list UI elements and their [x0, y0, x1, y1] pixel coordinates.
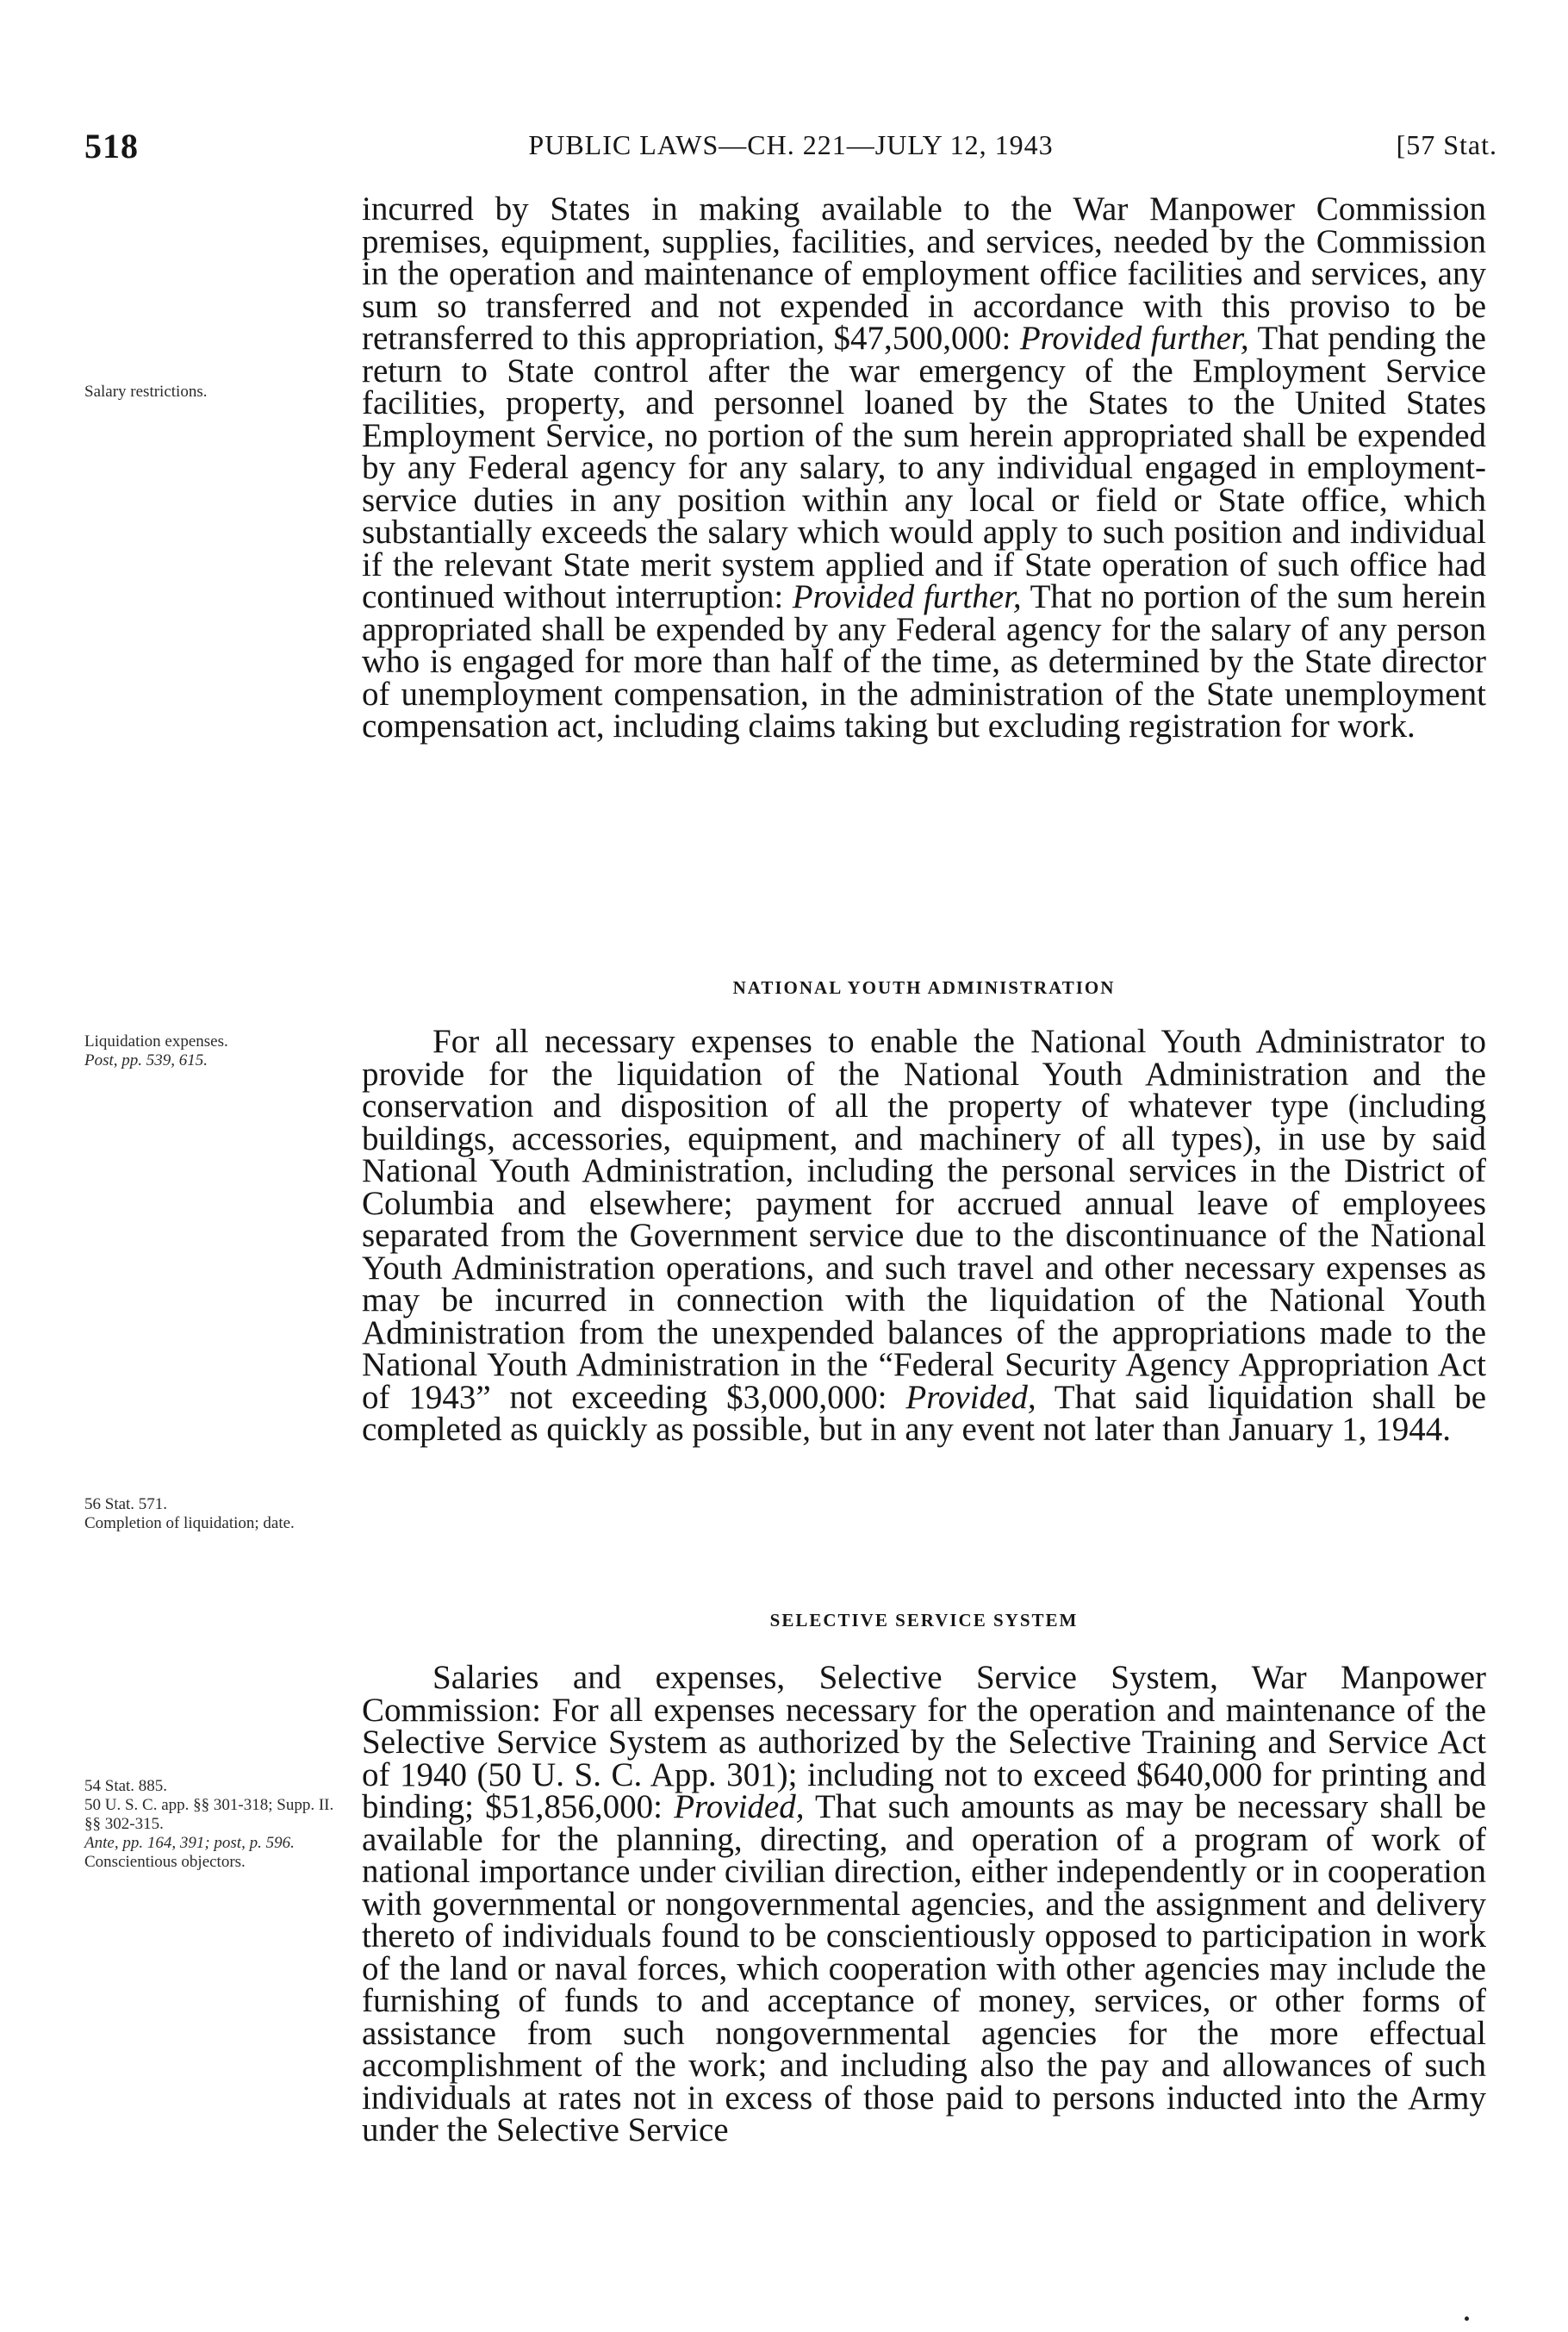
text-run: incurred by States in making available to the War Manpower Commission premises, equipment, supplies, facilities, and services, needed by the Commission in the operation and maintenance of employment office facilities and services, any sum so transferred and not expended in accordance with this proviso to be retransferred to this appropriation, $47,500,000: [362, 190, 1486, 357]
sidenote-completion-of-liquidation [84, 1495, 352, 1533]
sidenote-text: Liquidation expenses. [84, 1032, 228, 1051]
print-speck [1465, 2316, 1469, 2321]
heading-national-youth-administration: NATIONAL YOUTH ADMINISTRATION [732, 977, 1116, 998]
proviso-label: Provided, [674, 1788, 805, 1825]
text-run: For all necessary expenses to enable the National Youth Administrator to provide for the liquidation of the National Youth Administration and the conservation and disposition of all the property of whatever type (including buildings, accessories, equipment, and machinery of all types), in use by said National Youth Administration, including the personal services in the District of Columbia and elsewhere; payment for accrued annual leave of employees separated from the Government service due to the discontinuance of the National Youth Administration operations, and such travel and other necessary expenses as may be incurred in connection with the liquidation of the National Youth Administration from the unexpended balances of the appropriations made to the National Youth Administration in the “Federal Security Agency Appropriation Act of 1943” not exceeding $3,000,000: [362, 1023, 1486, 1416]
sidenote-reference: 54 Stat. 885. [84, 1777, 168, 1795]
text-run: That no portion of the sum herein appropriated shall be expended by any Federal agency for the salary of any person who is engaged for more than half of the time, as determined by the State director of unemployment compensation, in the administration of the State unemployment compensation act, including claims taking but excluding registration for work. [362, 578, 1486, 745]
sidenote-text: Conscientious objectors. [84, 1853, 246, 1871]
sidenote-reference: 50 U. S. C. app. §§ 301-318; Supp. II. §§ 302-315. [84, 1796, 334, 1833]
stat-reference: [57 Stat. [1396, 129, 1497, 160]
section-national-youth-administration [362, 1023, 1487, 1448]
text-run: That such amounts as may be necessary shall be available for the planning, directing, and operation of a program of work of national importance under civilian direction, either independently or in cooperation with governmental or nongovernmental agencies, and the assignment and delivery thereto of individuals found to be conscientiously opposed to participation in work of the land or naval forces, which cooperation with other agencies may include the furnishing of funds to and acceptance of money, services, or other forms of assistance from such nongovernmental agencies for the more effectual accomplishment of the work; and including also the pay and allowances of such individuals at rates not in excess of those paid to persons inducted into the Army under the Selective Service [362, 1788, 1486, 2148]
page-number: 518 [84, 127, 139, 165]
section-employment-service [362, 190, 1486, 745]
proviso-label: Provided further, [792, 578, 1022, 615]
proviso-label: Provided further, [1019, 320, 1249, 357]
sidenote-text: Completion of liquidation; date. [84, 1514, 295, 1532]
text-run: That pending the return to State control after the war emergency of the Employment Service facilities, property, and personnel loaned by the States to the United States Employment Service, no portion of the sum herein appropriated shall be expended by any Federal agency for any salary, to any individual engaged in employment-service duties in any position within any local or field or State office, which substantially exceeds the salary which would apply to such position and individual if the relevant State merit system applied and if State operation of such office had continued without interruption: [362, 320, 1486, 615]
paragraph-employment-service [362, 190, 1486, 745]
sidenote-reference: Post, pp. 539, 615. [84, 1051, 208, 1069]
paragraph-national-youth-administration [362, 1023, 1487, 1448]
heading-selective-service-system: SELECTIVE SERVICE SYSTEM [769, 1610, 1079, 1631]
section-selective-service-system [362, 1659, 1486, 2148]
sidenote-salary-restrictions [84, 383, 352, 402]
sidenote-text: Salary restrictions. [84, 383, 208, 401]
sidenote-selective-service-refs [84, 1777, 352, 1872]
sidenote-liquidation-expenses [84, 1032, 352, 1070]
text-run: Salaries and expenses, Selective Service System, War Manpower Commission: For all expenses necessary for the operation and maintenance of the Selective Service System as authorized by the Selective Training and Service Act of 1940 (50 U. S. C. App. 301); including not to exceed $640,000 for printing and binding; $51,856,000: [362, 1659, 1486, 1825]
sidenote-reference: 56 Stat. 571. [84, 1495, 168, 1513]
sidenote-reference: Ante, pp. 164, 391; post, p. 596. [84, 1834, 295, 1852]
proviso-label: Provided, [905, 1378, 1036, 1416]
text-run: That said liquidation shall be completed as quickly as possible, but in any event not later than January 1, 1944. [362, 1378, 1487, 1448]
page-header [84, 126, 1497, 167]
running-head: PUBLIC LAWS—CH. 221—JULY 12, 1943 [528, 129, 1054, 160]
paragraph-selective-service-system [362, 1659, 1486, 2148]
